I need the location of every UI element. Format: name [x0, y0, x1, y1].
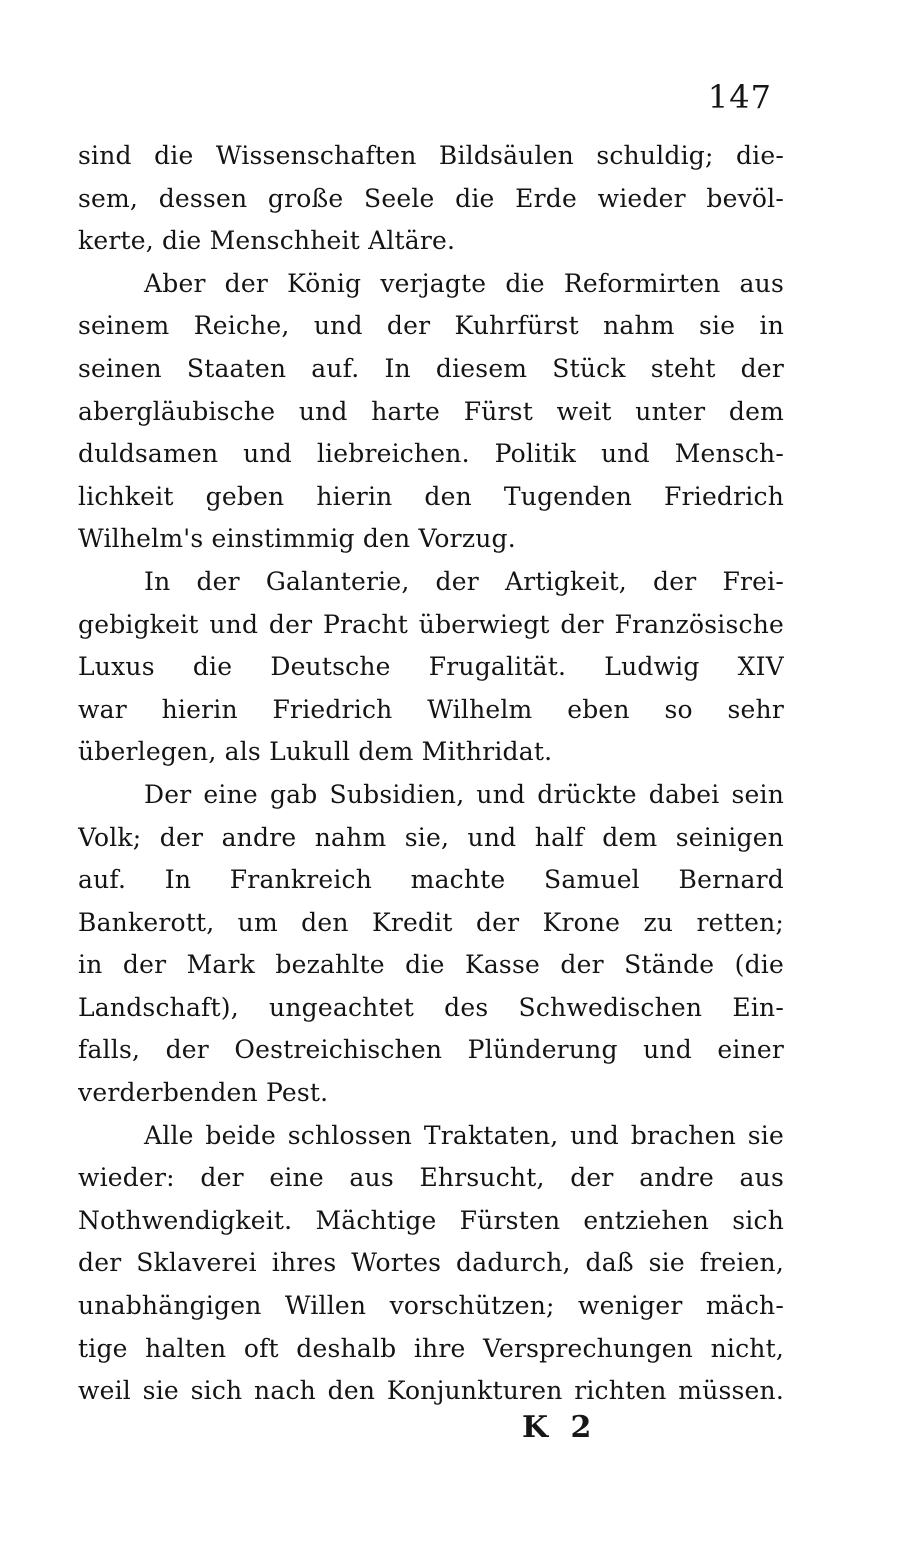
body-text	[78, 135, 784, 1413]
text-line: tige halten oft deshalb ihre Versprechungen nicht,	[78, 1333, 784, 1363]
text-line: überlegen, als Lukull dem Mithridat.	[78, 737, 553, 767]
page-number: 147	[707, 78, 772, 116]
text-line: Bankerott, um den Kredit der Krone zu retten;	[78, 907, 784, 937]
text-line: sem, dessen große Seele die Erde wieder bevöl-	[78, 183, 784, 213]
text-line: Luxus die Deutsche Frugalität. Ludwig XIV	[78, 652, 784, 682]
text-line: duldsamen und liebreichen. Politik und Mensch-	[78, 439, 784, 469]
text-line: weil sie sich nach den Konjunkturen richten müssen.	[78, 1376, 784, 1406]
text-line: abergläubische und harte Fürst weit unter dem	[78, 396, 784, 426]
text-line: war hierin Friedrich Wilhelm eben so sehr	[78, 694, 784, 724]
text-line: lichkeit geben hierin den Tugenden Friedrich	[78, 481, 784, 511]
signature-mark: K 2	[522, 1410, 598, 1445]
text-line: Alle beide schlossen Traktaten, und brachen sie	[144, 1120, 784, 1150]
text-line: gebigkeit und der Pracht überwiegt der Französische	[78, 609, 784, 639]
text-line: kerte, die Menschheit Altäre.	[78, 226, 456, 256]
text-line: der Sklaverei ihres Wortes dadurch, daß sie freien,	[78, 1248, 784, 1278]
text-line: verderbenden Pest.	[78, 1078, 329, 1108]
text-line: in der Mark bezahlte die Kasse der Stände (die	[78, 950, 784, 980]
text-line: Landschaft), ungeachtet des Schwedischen Ein-	[78, 992, 784, 1022]
text-line: In der Galanterie, der Artigkeit, der Frei-	[144, 566, 784, 596]
text-line: Aber der König verjagte die Reformirten aus	[144, 268, 784, 298]
text-line: wieder: der eine aus Ehrsucht, der andre aus	[78, 1163, 784, 1193]
text-line: Nothwendigkeit. Mächtige Fürsten entziehen sich	[78, 1205, 784, 1235]
text-line: Der eine gab Subsidien, und drückte dabei sein	[144, 779, 784, 809]
text-line: seinen Staaten auf. In diesem Stück steht der	[78, 353, 784, 383]
text-line: unabhängigen Willen vorschützen; weniger mäch-	[78, 1291, 784, 1321]
text-line: Volk; der andre nahm sie, und half dem seinigen	[78, 822, 784, 852]
text-line: seinem Reiche, und der Kuhrfürst nahm sie in	[78, 311, 784, 341]
text-line: falls, der Oestreichischen Plünderung und einer	[78, 1035, 784, 1065]
text-line: sind die Wissenschaften Bildsäulen schuldig; die-	[78, 141, 784, 170]
text-line: Wilhelm's einstimmig den Vorzug.	[78, 524, 516, 554]
text-line: auf. In Frankreich machte Samuel Bernard	[78, 865, 784, 895]
